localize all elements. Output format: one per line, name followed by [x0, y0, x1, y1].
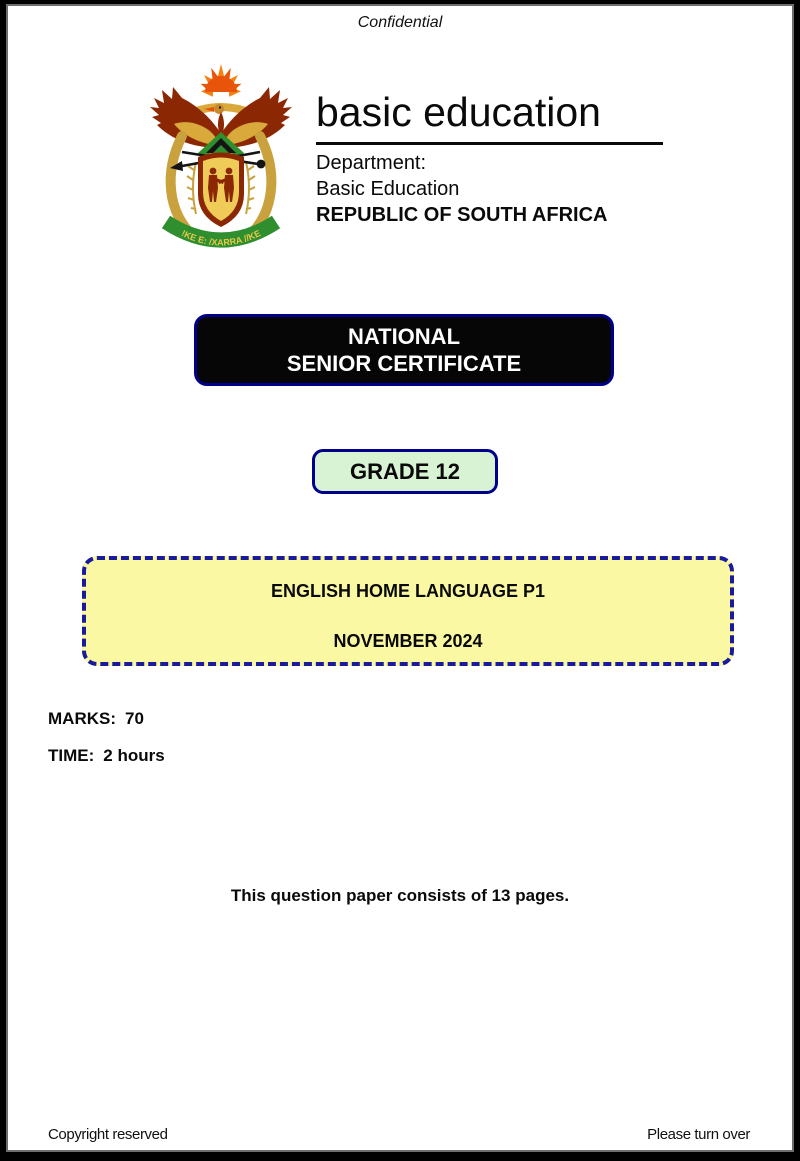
country-line: REPUBLIC OF SOUTH AFRICA	[316, 204, 608, 226]
time-label: TIME:	[48, 746, 95, 765]
pages-note: This question paper consists of 13 pages.	[230, 886, 570, 905]
certificate-line-2: SENIOR CERTIFICATE	[286, 351, 522, 376]
exam-session: NOVEMBER 2024	[333, 631, 483, 651]
exam-title-box	[82, 556, 734, 666]
grade-label: GRADE 12	[349, 458, 461, 484]
coat-of-arms-icon	[130, 62, 312, 248]
marks-row	[48, 709, 144, 729]
time-value: 2 hours	[103, 746, 165, 765]
dept-line-2: Basic Education	[316, 178, 460, 200]
certificate-banner	[194, 314, 614, 386]
certificate-line-1: NATIONAL	[347, 324, 461, 349]
grade-badge	[312, 449, 498, 494]
confidential-label: Confidential	[357, 14, 443, 31]
time-row	[48, 746, 165, 766]
exam-subject: ENGLISH HOME LANGUAGE P1	[270, 581, 546, 601]
marks-value: 70	[125, 709, 144, 728]
exam-cover-page	[6, 4, 794, 1152]
copyright-note: Copyright reserved	[48, 1126, 168, 1143]
brand-title: basic education	[316, 89, 601, 135]
dept-line-1: Department:	[316, 152, 427, 174]
brand-divider	[316, 142, 663, 145]
emblem-motto-text: !KE E: /XARRA //KE	[179, 228, 263, 248]
department-wordmark	[316, 89, 676, 228]
turn-over-note: Please turn over	[647, 1126, 750, 1143]
marks-label: MARKS:	[48, 709, 116, 728]
